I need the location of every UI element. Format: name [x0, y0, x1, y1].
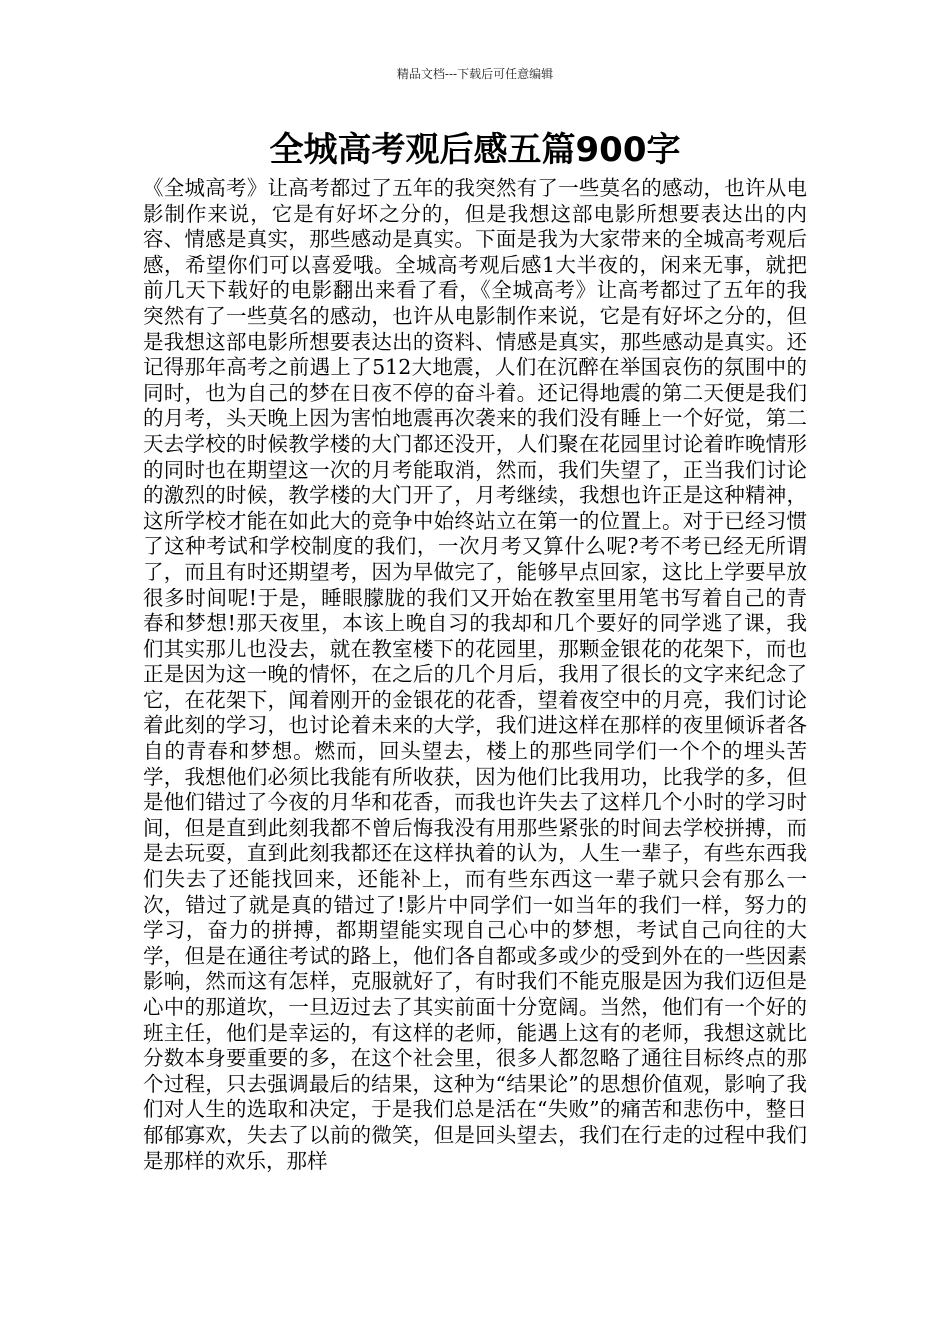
- header-note: 精品文档---下载后可任意编辑: [396, 67, 554, 81]
- document-body: 《全城高考》让高考都过了五年的我突然有了一些莫名的感动，也许从电影制作来说，它是有好坏之分的，但是我想这部电影所想要表达出的内容、情感是真实，那些感动是真实。下面是我为大家带来的全城高考观后感，希望你们可以喜爱哦。全城高考观后感1大半夜的，闲来无事，就把前几天下载好的电影翻出来看了看，《全城高考》让高考都过了五年的我突然有了一些莫名的感动，也许从电影制作来说，它是有好坏之分的，但是我想这部电影所想要表达出的资料、情感是真实，那些感动是真实。还记得那年高考之前遇上了512大地震，人们在沉醉在举国哀伤的氛围中的同时，也为自己的梦在日夜不停的奋斗着。还记得地震的第二天便是我们的月考，头天晚上因为害怕地震再次袭来的我们没有睡上一个好觉，第二天去学校的时候教学楼的大门都还没开，人们聚在花园里讨论着昨晚情形的同时也在期望这一次的月考能取消，然而，我们失望了，正当我们讨论的激烈的时候，教学楼的大门开了，月考继续，我想也许正是这种精神，这所学校才能在如此大的竞争中始终站立在第一的位置上。对于已经习惯了这种考试和学校制度的我们，一次月考又算什么呢?考不考已经无所谓了，而且有时还期望考，因为早做完了，能够早点回家，这比上学要早放很多时间呢!于是，睡眼朦胧的我们又开始在教室里用笔书写着自己的青春和梦想!那天夜里，本该上晚自习的我却和几个要好的同学逃了课，我们其实那儿也没去，就在教室楼下的花园里，那颗金银花的花架下，而也正是因为这一晚的情怀，在之后的几个月后，我用了很长的文字来纪念了它，在花架下，闻着刚开的金银花的花香，望着夜空中的月亮，我们讨论着此刻的学习，也讨论着未来的大学，我们进这样在那样的夜里倾诉者各自的青春和梦想。燃而，回头望去，楼上的那些同学们一个个的埋头苦学，我想他们必须比我能有所收获，因为他们比我用功，比我学的多，但是他们错过了今夜的月华和花香，而我也许失去了这样几个小时的学习时间，但是直到此刻我都不曾后悔我没有用那些紧张的时间去学校拼搏，而是去玩耍，直到此刻我都还在这样执着的认为，人生一辈子，有些东西我们失去了还能找回来，还能补上，而有些东西这一辈子就只会有那么一次，错过了就是真的错过了!影片中同学们一如当年的我们一样，努力的学习，奋力的拼搏，都期望能实现自己心中的梦想，考试自己向往的大学，但是在通往考试的路上，他们各自都或多或少的受到外在的一些因素影响，然而这有怎样，克服就好了，有时我们不能克服是因为我们迈但是心中的那道坎，一旦迈过去了其实前面十分宽阔。当然，他们有一个好的班主任，他们是幸运的，有这样的老师，能遇上这有的老师，我想这就比分数本身要重要的多，在这个社会里，很多人都忽略了通往目标终点的那个过程，只去强调最后的结果，这种为“结果论”的思想价值观，影响了我们对人生的选取和决定，于是我们总是活在“失败”的痛苦和悲伤中，整日郁郁寡欢，失去了以前的微笑，但是回头望去，我们在行走的过程中我们是那样的欢乐，那样: [143, 176, 807, 1173]
- document-title: 全城高考观后感五篇900字: [269, 130, 681, 170]
